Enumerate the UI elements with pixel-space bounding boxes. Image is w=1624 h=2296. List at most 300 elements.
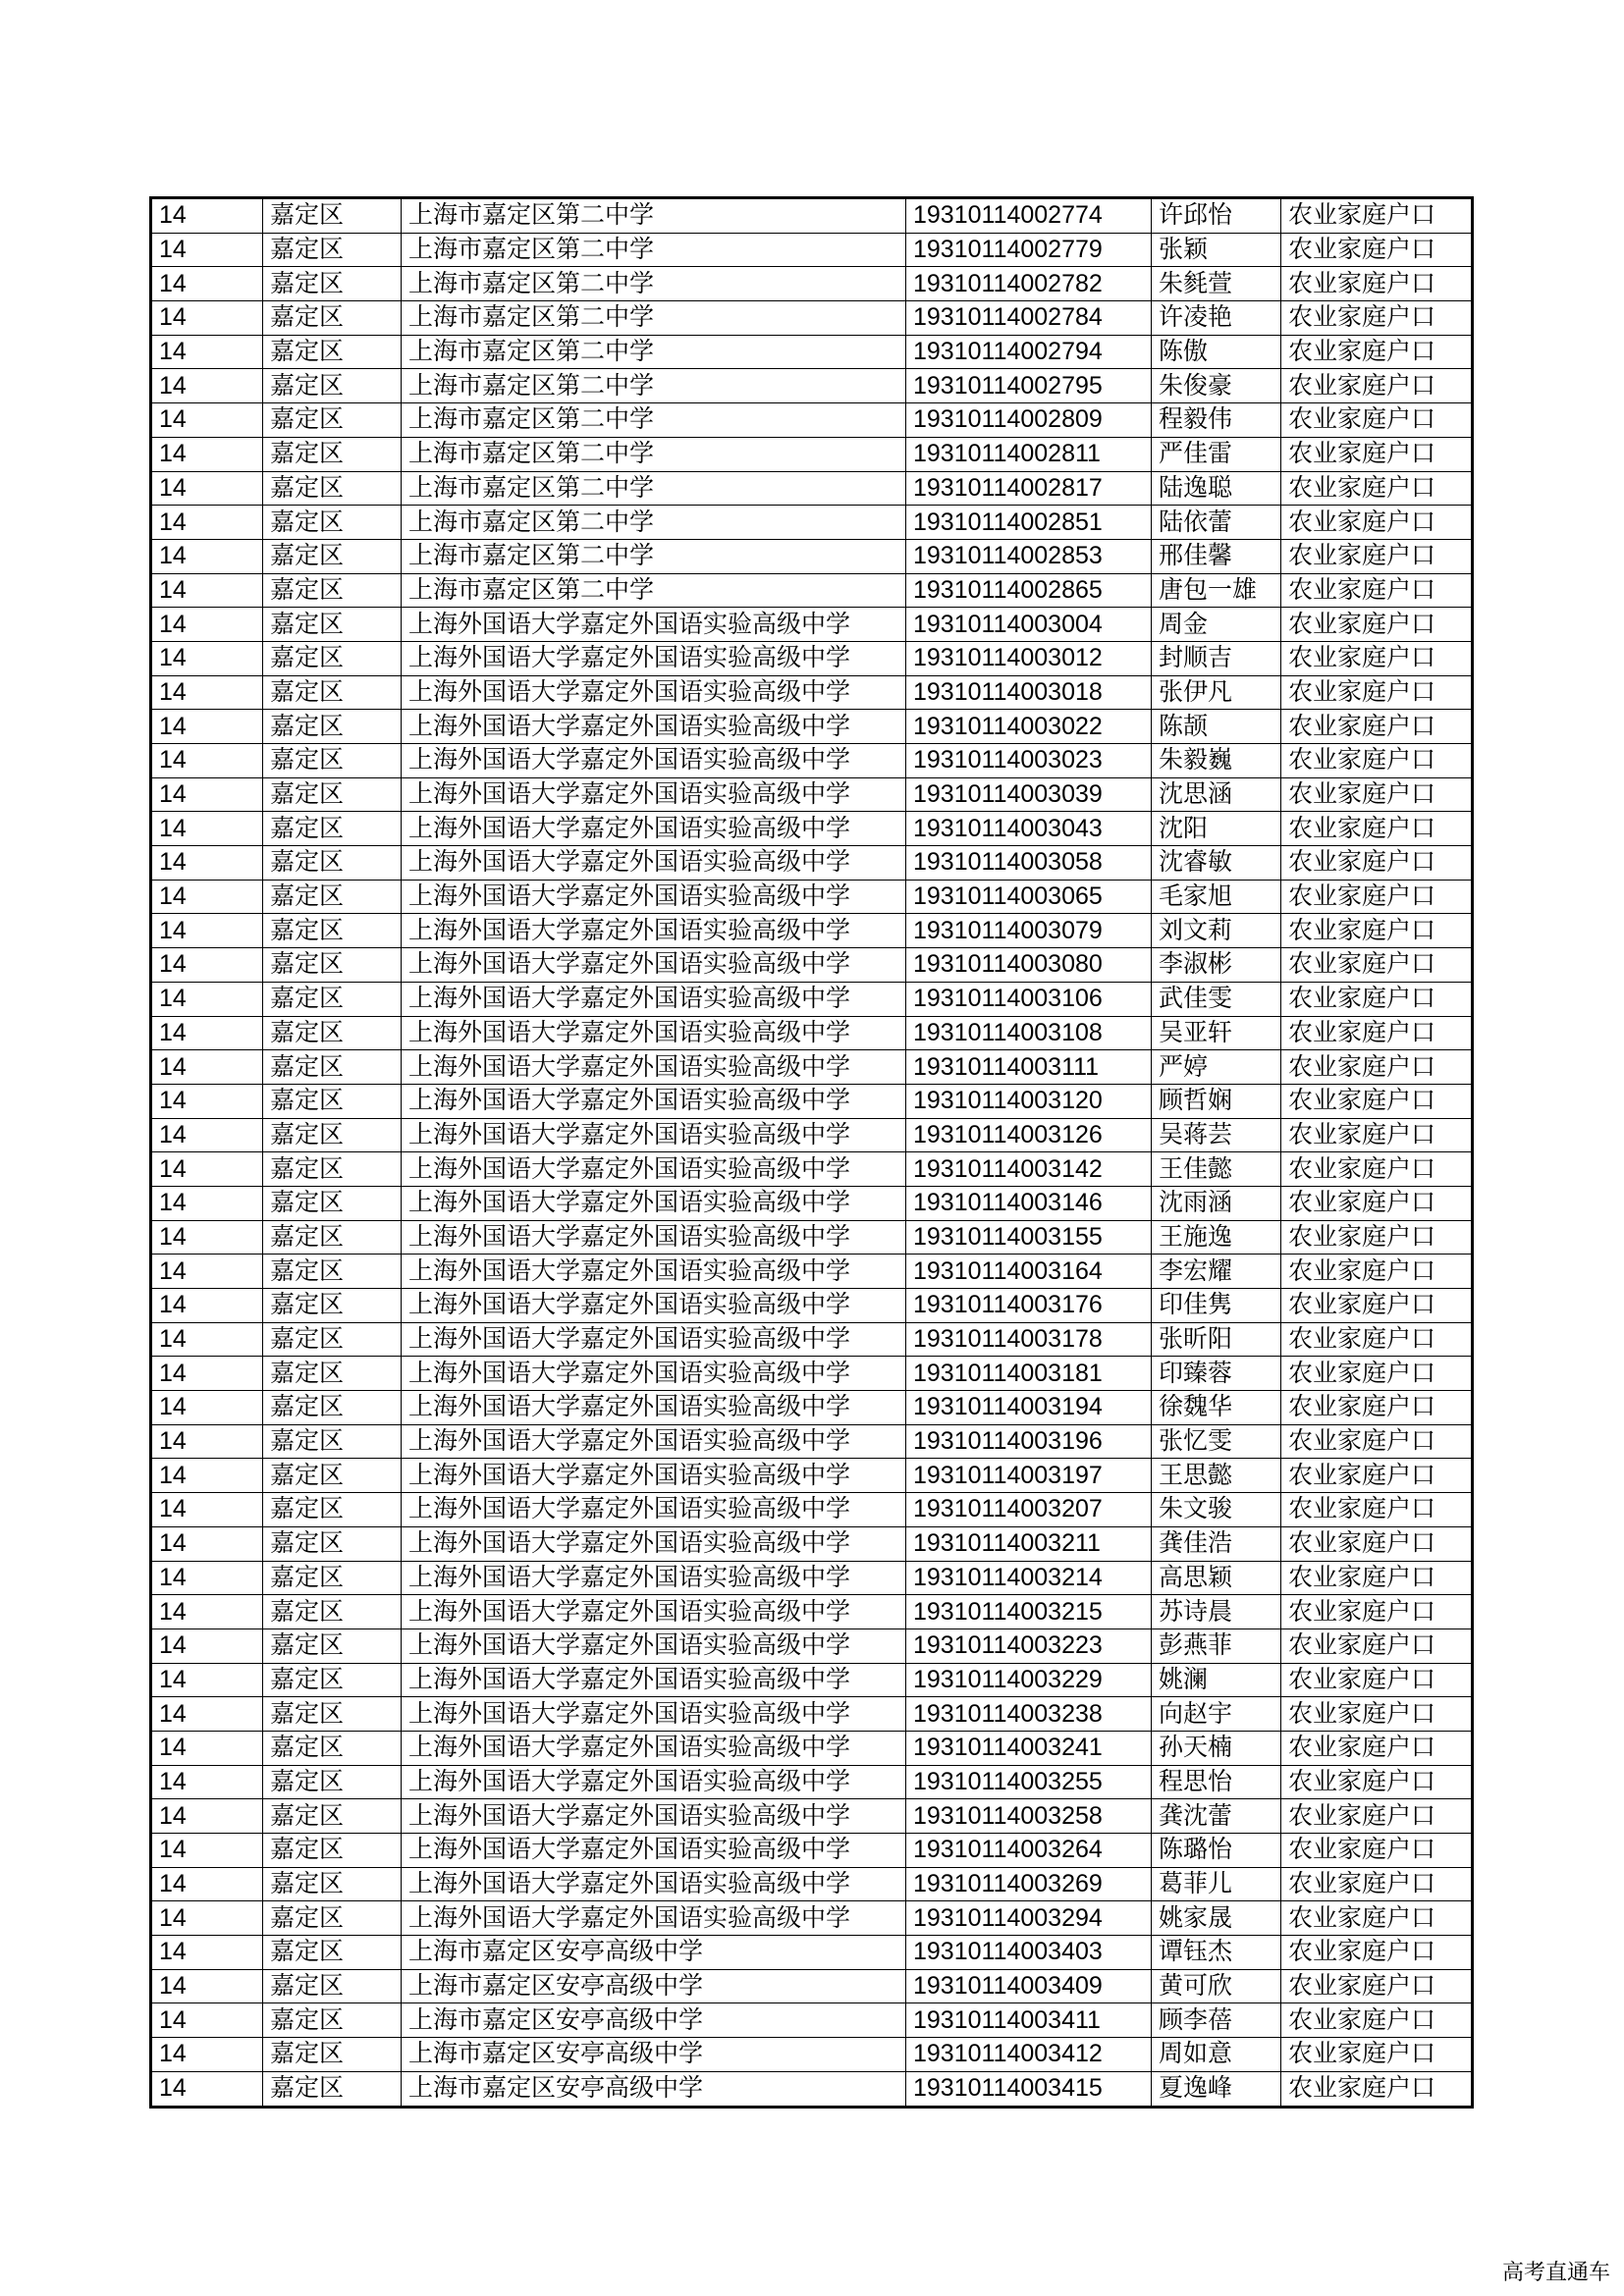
cell-code: 14 xyxy=(151,198,263,234)
cell-exam-number: 19310114003415 xyxy=(906,2071,1152,2107)
cell-code: 14 xyxy=(151,812,263,846)
cell-district: 嘉定区 xyxy=(263,1322,402,1357)
table-row xyxy=(151,1663,1473,1697)
table-row xyxy=(151,1561,1473,1595)
table-row xyxy=(151,437,1473,471)
cell-name: 张忆雯 xyxy=(1152,1424,1281,1459)
cell-code: 14 xyxy=(151,777,263,812)
cell-code: 14 xyxy=(151,1595,263,1629)
cell-code: 14 xyxy=(151,1834,263,1868)
cell-district: 嘉定区 xyxy=(263,982,402,1016)
cell-school: 上海市嘉定区安亭高级中学 xyxy=(402,2003,906,2038)
cell-household-type: 农业家庭户口 xyxy=(1281,233,1473,267)
cell-household-type: 农业家庭户口 xyxy=(1281,1118,1473,1152)
roster-table xyxy=(149,196,1474,2109)
cell-code: 14 xyxy=(151,744,263,778)
cell-code: 14 xyxy=(151,1391,263,1425)
table-row xyxy=(151,1050,1473,1085)
cell-household-type: 农业家庭户口 xyxy=(1281,1526,1473,1561)
cell-school: 上海外国语大学嘉定外国语实验高级中学 xyxy=(402,1220,906,1255)
cell-name: 谭钰杰 xyxy=(1152,1936,1281,1970)
cell-district: 嘉定区 xyxy=(263,2003,402,2038)
table-row xyxy=(151,1152,1473,1187)
cell-code: 14 xyxy=(151,471,263,506)
cell-district: 嘉定区 xyxy=(263,1969,402,2003)
cell-name: 王思懿 xyxy=(1152,1459,1281,1493)
cell-household-type: 农业家庭户口 xyxy=(1281,1765,1473,1799)
cell-code: 14 xyxy=(151,710,263,744)
cell-household-type: 农业家庭户口 xyxy=(1281,1595,1473,1629)
cell-district: 嘉定区 xyxy=(263,1118,402,1152)
cell-code: 14 xyxy=(151,233,263,267)
cell-code: 14 xyxy=(151,2003,263,2038)
cell-exam-number: 19310114002795 xyxy=(906,369,1152,403)
cell-code: 14 xyxy=(151,1357,263,1391)
cell-exam-number: 19310114003039 xyxy=(906,777,1152,812)
cell-school: 上海外国语大学嘉定外国语实验高级中学 xyxy=(402,1186,906,1220)
cell-exam-number: 19310114003106 xyxy=(906,982,1152,1016)
cell-exam-number: 19310114003004 xyxy=(906,608,1152,642)
cell-exam-number: 19310114003229 xyxy=(906,1663,1152,1697)
cell-district: 嘉定区 xyxy=(263,675,402,710)
table-row xyxy=(151,369,1473,403)
cell-school: 上海外国语大学嘉定外国语实验高级中学 xyxy=(402,880,906,914)
cell-school: 上海市嘉定区安亭高级中学 xyxy=(402,1969,906,2003)
cell-school: 上海外国语大学嘉定外国语实验高级中学 xyxy=(402,1357,906,1391)
cell-household-type: 农业家庭户口 xyxy=(1281,1697,1473,1732)
table-row xyxy=(151,641,1473,675)
cell-code: 14 xyxy=(151,573,263,608)
cell-school: 上海外国语大学嘉定外国语实验高级中学 xyxy=(402,1152,906,1187)
cell-school: 上海市嘉定区第二中学 xyxy=(402,471,906,506)
cell-code: 14 xyxy=(151,1526,263,1561)
table-row xyxy=(151,403,1473,438)
cell-household-type: 农业家庭户口 xyxy=(1281,2003,1473,2038)
cell-code: 14 xyxy=(151,1867,263,1901)
cell-exam-number: 19310114003211 xyxy=(906,1526,1152,1561)
cell-district: 嘉定区 xyxy=(263,710,402,744)
cell-school: 上海市嘉定区第二中学 xyxy=(402,506,906,540)
cell-code: 14 xyxy=(151,608,263,642)
cell-name: 李淑彬 xyxy=(1152,948,1281,983)
cell-exam-number: 19310114003108 xyxy=(906,1016,1152,1050)
cell-school: 上海市嘉定区第二中学 xyxy=(402,301,906,336)
cell-school: 上海外国语大学嘉定外国语实验高级中学 xyxy=(402,608,906,642)
cell-exam-number: 19310114003241 xyxy=(906,1731,1152,1765)
table-row xyxy=(151,948,1473,983)
cell-school: 上海市嘉定区安亭高级中学 xyxy=(402,1936,906,1970)
cell-school: 上海外国语大学嘉定外国语实验高级中学 xyxy=(402,1084,906,1118)
cell-name: 陈璐怡 xyxy=(1152,1834,1281,1868)
cell-district: 嘉定区 xyxy=(263,641,402,675)
cell-school: 上海外国语大学嘉定外国语实验高级中学 xyxy=(402,744,906,778)
cell-name: 顾李蓓 xyxy=(1152,2003,1281,2038)
cell-code: 14 xyxy=(151,301,263,336)
cell-school: 上海外国语大学嘉定外国语实验高级中学 xyxy=(402,675,906,710)
cell-exam-number: 19310114003215 xyxy=(906,1595,1152,1629)
table-row xyxy=(151,573,1473,608)
cell-school: 上海外国语大学嘉定外国语实验高级中学 xyxy=(402,1663,906,1697)
cell-school: 上海外国语大学嘉定外国语实验高级中学 xyxy=(402,1697,906,1732)
table-row xyxy=(151,1595,1473,1629)
cell-name: 张昕阳 xyxy=(1152,1322,1281,1357)
cell-district: 嘉定区 xyxy=(263,1595,402,1629)
cell-school: 上海外国语大学嘉定外国语实验高级中学 xyxy=(402,1867,906,1901)
cell-exam-number: 19310114003223 xyxy=(906,1629,1152,1663)
cell-exam-number: 19310114003181 xyxy=(906,1357,1152,1391)
cell-exam-number: 19310114002811 xyxy=(906,437,1152,471)
cell-code: 14 xyxy=(151,539,263,573)
table-row xyxy=(151,539,1473,573)
cell-school: 上海市嘉定区第二中学 xyxy=(402,198,906,234)
cell-name: 严佳雷 xyxy=(1152,437,1281,471)
cell-district: 嘉定区 xyxy=(263,744,402,778)
table-row xyxy=(151,914,1473,948)
table-row xyxy=(151,1765,1473,1799)
cell-code: 14 xyxy=(151,948,263,983)
cell-school: 上海外国语大学嘉定外国语实验高级中学 xyxy=(402,710,906,744)
cell-household-type: 农业家庭户口 xyxy=(1281,1255,1473,1289)
cell-district: 嘉定区 xyxy=(263,1663,402,1697)
cell-household-type: 农业家庭户口 xyxy=(1281,1357,1473,1391)
cell-exam-number: 19310114003058 xyxy=(906,846,1152,881)
cell-exam-number: 19310114003178 xyxy=(906,1322,1152,1357)
cell-exam-number: 19310114003155 xyxy=(906,1220,1152,1255)
cell-household-type: 农业家庭户口 xyxy=(1281,1901,1473,1936)
cell-district: 嘉定区 xyxy=(263,1289,402,1323)
cell-school: 上海外国语大学嘉定外国语实验高级中学 xyxy=(402,777,906,812)
cell-exam-number: 19310114003409 xyxy=(906,1969,1152,2003)
cell-exam-number: 19310114003238 xyxy=(906,1697,1152,1732)
cell-district: 嘉定区 xyxy=(263,1424,402,1459)
cell-name: 严婷 xyxy=(1152,1050,1281,1085)
cell-school: 上海市嘉定区第二中学 xyxy=(402,539,906,573)
cell-school: 上海外国语大学嘉定外国语实验高级中学 xyxy=(402,1391,906,1425)
cell-code: 14 xyxy=(151,641,263,675)
cell-household-type: 农业家庭户口 xyxy=(1281,1936,1473,1970)
table-row xyxy=(151,267,1473,301)
cell-household-type: 农业家庭户口 xyxy=(1281,1867,1473,1901)
table-row xyxy=(151,233,1473,267)
cell-name: 葛菲儿 xyxy=(1152,1867,1281,1901)
cell-exam-number: 19310114003258 xyxy=(906,1799,1152,1834)
cell-name: 许邱怡 xyxy=(1152,198,1281,234)
cell-household-type: 农业家庭户口 xyxy=(1281,777,1473,812)
cell-code: 14 xyxy=(151,335,263,369)
cell-exam-number: 19310114003126 xyxy=(906,1118,1152,1152)
cell-district: 嘉定区 xyxy=(263,1459,402,1493)
cell-district: 嘉定区 xyxy=(263,1526,402,1561)
cell-name: 张颖 xyxy=(1152,233,1281,267)
cell-name: 程思怡 xyxy=(1152,1765,1281,1799)
cell-name: 陆逸聪 xyxy=(1152,471,1281,506)
cell-code: 14 xyxy=(151,1050,263,1085)
table-row xyxy=(151,1391,1473,1425)
cell-exam-number: 19310114003164 xyxy=(906,1255,1152,1289)
cell-name: 张伊凡 xyxy=(1152,675,1281,710)
table-row xyxy=(151,982,1473,1016)
cell-name: 周如意 xyxy=(1152,2038,1281,2072)
cell-name: 龚沈蕾 xyxy=(1152,1799,1281,1834)
table-row xyxy=(151,2038,1473,2072)
cell-name: 孙天楠 xyxy=(1152,1731,1281,1765)
cell-district: 嘉定区 xyxy=(263,1357,402,1391)
cell-district: 嘉定区 xyxy=(263,1255,402,1289)
table-row xyxy=(151,1322,1473,1357)
cell-school: 上海外国语大学嘉定外国语实验高级中学 xyxy=(402,1526,906,1561)
table-row xyxy=(151,1526,1473,1561)
cell-name: 印臻蓉 xyxy=(1152,1357,1281,1391)
cell-code: 14 xyxy=(151,1459,263,1493)
cell-code: 14 xyxy=(151,2038,263,2072)
cell-name: 陈傲 xyxy=(1152,335,1281,369)
cell-name: 高思颖 xyxy=(1152,1561,1281,1595)
cell-name: 朱毅巍 xyxy=(1152,744,1281,778)
cell-school: 上海市嘉定区第二中学 xyxy=(402,267,906,301)
cell-district: 嘉定区 xyxy=(263,1493,402,1527)
table-row xyxy=(151,506,1473,540)
cell-exam-number: 19310114003176 xyxy=(906,1289,1152,1323)
cell-household-type: 农业家庭户口 xyxy=(1281,369,1473,403)
cell-household-type: 农业家庭户口 xyxy=(1281,301,1473,336)
cell-code: 14 xyxy=(151,403,263,438)
cell-code: 14 xyxy=(151,1697,263,1732)
table-row xyxy=(151,2003,1473,2038)
cell-name: 许凌艳 xyxy=(1152,301,1281,336)
table-row xyxy=(151,846,1473,881)
cell-district: 嘉定区 xyxy=(263,1220,402,1255)
cell-exam-number: 19310114003142 xyxy=(906,1152,1152,1187)
cell-exam-number: 19310114002782 xyxy=(906,267,1152,301)
table-row xyxy=(151,1084,1473,1118)
cell-school: 上海外国语大学嘉定外国语实验高级中学 xyxy=(402,1834,906,1868)
cell-household-type: 农业家庭户口 xyxy=(1281,1969,1473,2003)
cell-household-type: 农业家庭户口 xyxy=(1281,1289,1473,1323)
cell-school: 上海外国语大学嘉定外国语实验高级中学 xyxy=(402,1765,906,1799)
table-row xyxy=(151,608,1473,642)
cell-school: 上海外国语大学嘉定外国语实验高级中学 xyxy=(402,1050,906,1085)
cell-exam-number: 19310114003196 xyxy=(906,1424,1152,1459)
cell-household-type: 农业家庭户口 xyxy=(1281,1629,1473,1663)
cell-district: 嘉定区 xyxy=(263,608,402,642)
cell-code: 14 xyxy=(151,506,263,540)
cell-code: 14 xyxy=(151,1084,263,1118)
cell-household-type: 农业家庭户口 xyxy=(1281,710,1473,744)
table-row xyxy=(151,2071,1473,2107)
cell-name: 唐包一雄 xyxy=(1152,573,1281,608)
cell-district: 嘉定区 xyxy=(263,812,402,846)
cell-name: 周金 xyxy=(1152,608,1281,642)
cell-district: 嘉定区 xyxy=(263,846,402,881)
cell-school: 上海外国语大学嘉定外国语实验高级中学 xyxy=(402,1459,906,1493)
cell-household-type: 农业家庭户口 xyxy=(1281,675,1473,710)
cell-name: 陈颉 xyxy=(1152,710,1281,744)
cell-name: 姚家晟 xyxy=(1152,1901,1281,1936)
cell-household-type: 农业家庭户口 xyxy=(1281,982,1473,1016)
cell-district: 嘉定区 xyxy=(263,1901,402,1936)
cell-school: 上海外国语大学嘉定外国语实验高级中学 xyxy=(402,914,906,948)
cell-household-type: 农业家庭户口 xyxy=(1281,1322,1473,1357)
cell-exam-number: 19310114003269 xyxy=(906,1867,1152,1901)
cell-household-type: 农业家庭户口 xyxy=(1281,880,1473,914)
cell-exam-number: 19310114002779 xyxy=(906,233,1152,267)
cell-school: 上海外国语大学嘉定外国语实验高级中学 xyxy=(402,982,906,1016)
cell-exam-number: 19310114003214 xyxy=(906,1561,1152,1595)
cell-district: 嘉定区 xyxy=(263,1186,402,1220)
cell-code: 14 xyxy=(151,1663,263,1697)
table-row xyxy=(151,675,1473,710)
cell-name: 夏逸峰 xyxy=(1152,2071,1281,2107)
cell-exam-number: 19310114003023 xyxy=(906,744,1152,778)
cell-name: 吴蒋芸 xyxy=(1152,1118,1281,1152)
table-row xyxy=(151,335,1473,369)
cell-code: 14 xyxy=(151,1936,263,1970)
cell-name: 毛家旭 xyxy=(1152,880,1281,914)
cell-household-type: 农业家庭户口 xyxy=(1281,1799,1473,1834)
cell-household-type: 农业家庭户口 xyxy=(1281,471,1473,506)
cell-district: 嘉定区 xyxy=(263,1050,402,1085)
cell-household-type: 农业家庭户口 xyxy=(1281,641,1473,675)
cell-code: 14 xyxy=(151,880,263,914)
cell-school: 上海市嘉定区第二中学 xyxy=(402,403,906,438)
table-row xyxy=(151,812,1473,846)
cell-household-type: 农业家庭户口 xyxy=(1281,1663,1473,1697)
cell-name: 徐魏华 xyxy=(1152,1391,1281,1425)
table-row xyxy=(151,1867,1473,1901)
cell-household-type: 农业家庭户口 xyxy=(1281,198,1473,234)
cell-code: 14 xyxy=(151,1969,263,2003)
cell-district: 嘉定区 xyxy=(263,1834,402,1868)
cell-district: 嘉定区 xyxy=(263,948,402,983)
cell-district: 嘉定区 xyxy=(263,1697,402,1732)
cell-school: 上海外国语大学嘉定外国语实验高级中学 xyxy=(402,948,906,983)
table-row xyxy=(151,1629,1473,1663)
cell-household-type: 农业家庭户口 xyxy=(1281,1459,1473,1493)
table-row xyxy=(151,1493,1473,1527)
cell-district: 嘉定区 xyxy=(263,1936,402,1970)
cell-name: 黄可欣 xyxy=(1152,1969,1281,2003)
cell-household-type: 农业家庭户口 xyxy=(1281,948,1473,983)
cell-exam-number: 19310114003043 xyxy=(906,812,1152,846)
cell-school: 上海外国语大学嘉定外国语实验高级中学 xyxy=(402,846,906,881)
cell-household-type: 农业家庭户口 xyxy=(1281,608,1473,642)
cell-school: 上海外国语大学嘉定外国语实验高级中学 xyxy=(402,1799,906,1834)
cell-household-type: 农业家庭户口 xyxy=(1281,744,1473,778)
cell-name: 向赵宇 xyxy=(1152,1697,1281,1732)
cell-exam-number: 19310114003111 xyxy=(906,1050,1152,1085)
cell-district: 嘉定区 xyxy=(263,1731,402,1765)
cell-code: 14 xyxy=(151,1629,263,1663)
table-row xyxy=(151,471,1473,506)
cell-school: 上海外国语大学嘉定外国语实验高级中学 xyxy=(402,1322,906,1357)
cell-school: 上海市嘉定区第二中学 xyxy=(402,573,906,608)
cell-district: 嘉定区 xyxy=(263,777,402,812)
cell-household-type: 农业家庭户口 xyxy=(1281,437,1473,471)
cell-household-type: 农业家庭户口 xyxy=(1281,1084,1473,1118)
cell-district: 嘉定区 xyxy=(263,1084,402,1118)
cell-district: 嘉定区 xyxy=(263,573,402,608)
cell-household-type: 农业家庭户口 xyxy=(1281,1731,1473,1765)
cell-household-type: 农业家庭户口 xyxy=(1281,1493,1473,1527)
cell-name: 苏诗晨 xyxy=(1152,1595,1281,1629)
cell-school: 上海外国语大学嘉定外国语实验高级中学 xyxy=(402,1901,906,1936)
table-row xyxy=(151,1220,1473,1255)
cell-exam-number: 19310114003194 xyxy=(906,1391,1152,1425)
cell-school: 上海外国语大学嘉定外国语实验高级中学 xyxy=(402,1289,906,1323)
cell-exam-number: 19310114002851 xyxy=(906,506,1152,540)
cell-household-type: 农业家庭户口 xyxy=(1281,335,1473,369)
cell-district: 嘉定区 xyxy=(263,403,402,438)
cell-household-type: 农业家庭户口 xyxy=(1281,1220,1473,1255)
cell-code: 14 xyxy=(151,2071,263,2107)
cell-household-type: 农业家庭户口 xyxy=(1281,1834,1473,1868)
cell-school: 上海市嘉定区第二中学 xyxy=(402,233,906,267)
roster-body xyxy=(151,198,1473,2108)
table-row xyxy=(151,1016,1473,1050)
table-row xyxy=(151,710,1473,744)
table-row xyxy=(151,1901,1473,1936)
cell-exam-number: 19310114003080 xyxy=(906,948,1152,983)
cell-exam-number: 19310114002809 xyxy=(906,403,1152,438)
table-row xyxy=(151,1289,1473,1323)
cell-name: 朱文骏 xyxy=(1152,1493,1281,1527)
watermark-text: 高考直通车 xyxy=(1501,2261,1610,2285)
table-row xyxy=(151,1255,1473,1289)
cell-district: 嘉定区 xyxy=(263,267,402,301)
cell-district: 嘉定区 xyxy=(263,198,402,234)
cell-household-type: 农业家庭户口 xyxy=(1281,1561,1473,1595)
table-row xyxy=(151,1834,1473,1868)
cell-exam-number: 19310114003079 xyxy=(906,914,1152,948)
cell-code: 14 xyxy=(151,1561,263,1595)
cell-exam-number: 19310114002774 xyxy=(906,198,1152,234)
cell-code: 14 xyxy=(151,1118,263,1152)
cell-name: 邢佳馨 xyxy=(1152,539,1281,573)
cell-school: 上海外国语大学嘉定外国语实验高级中学 xyxy=(402,641,906,675)
cell-exam-number: 19310114003411 xyxy=(906,2003,1152,2038)
cell-exam-number: 19310114003012 xyxy=(906,641,1152,675)
cell-code: 14 xyxy=(151,1799,263,1834)
cell-name: 王施逸 xyxy=(1152,1220,1281,1255)
cell-school: 上海外国语大学嘉定外国语实验高级中学 xyxy=(402,1016,906,1050)
table-row xyxy=(151,1186,1473,1220)
cell-school: 上海外国语大学嘉定外国语实验高级中学 xyxy=(402,1493,906,1527)
cell-household-type: 农业家庭户口 xyxy=(1281,403,1473,438)
cell-school: 上海市嘉定区第二中学 xyxy=(402,335,906,369)
table-row xyxy=(151,777,1473,812)
cell-school: 上海外国语大学嘉定外国语实验高级中学 xyxy=(402,1255,906,1289)
cell-name: 沈雨涵 xyxy=(1152,1186,1281,1220)
cell-name: 龚佳浩 xyxy=(1152,1526,1281,1561)
cell-code: 14 xyxy=(151,1322,263,1357)
cell-name: 武佳雯 xyxy=(1152,982,1281,1016)
cell-name: 沈阳 xyxy=(1152,812,1281,846)
cell-name: 封顺吉 xyxy=(1152,641,1281,675)
cell-district: 嘉定区 xyxy=(263,335,402,369)
cell-name: 沈思涵 xyxy=(1152,777,1281,812)
cell-district: 嘉定区 xyxy=(263,471,402,506)
cell-exam-number: 19310114002794 xyxy=(906,335,1152,369)
table-row xyxy=(151,1697,1473,1732)
cell-exam-number: 19310114003197 xyxy=(906,1459,1152,1493)
table-row xyxy=(151,198,1473,234)
cell-code: 14 xyxy=(151,1901,263,1936)
cell-exam-number: 19310114002853 xyxy=(906,539,1152,573)
cell-code: 14 xyxy=(151,1731,263,1765)
cell-exam-number: 19310114003294 xyxy=(906,1901,1152,1936)
cell-name: 吴亚轩 xyxy=(1152,1016,1281,1050)
cell-district: 嘉定区 xyxy=(263,1765,402,1799)
